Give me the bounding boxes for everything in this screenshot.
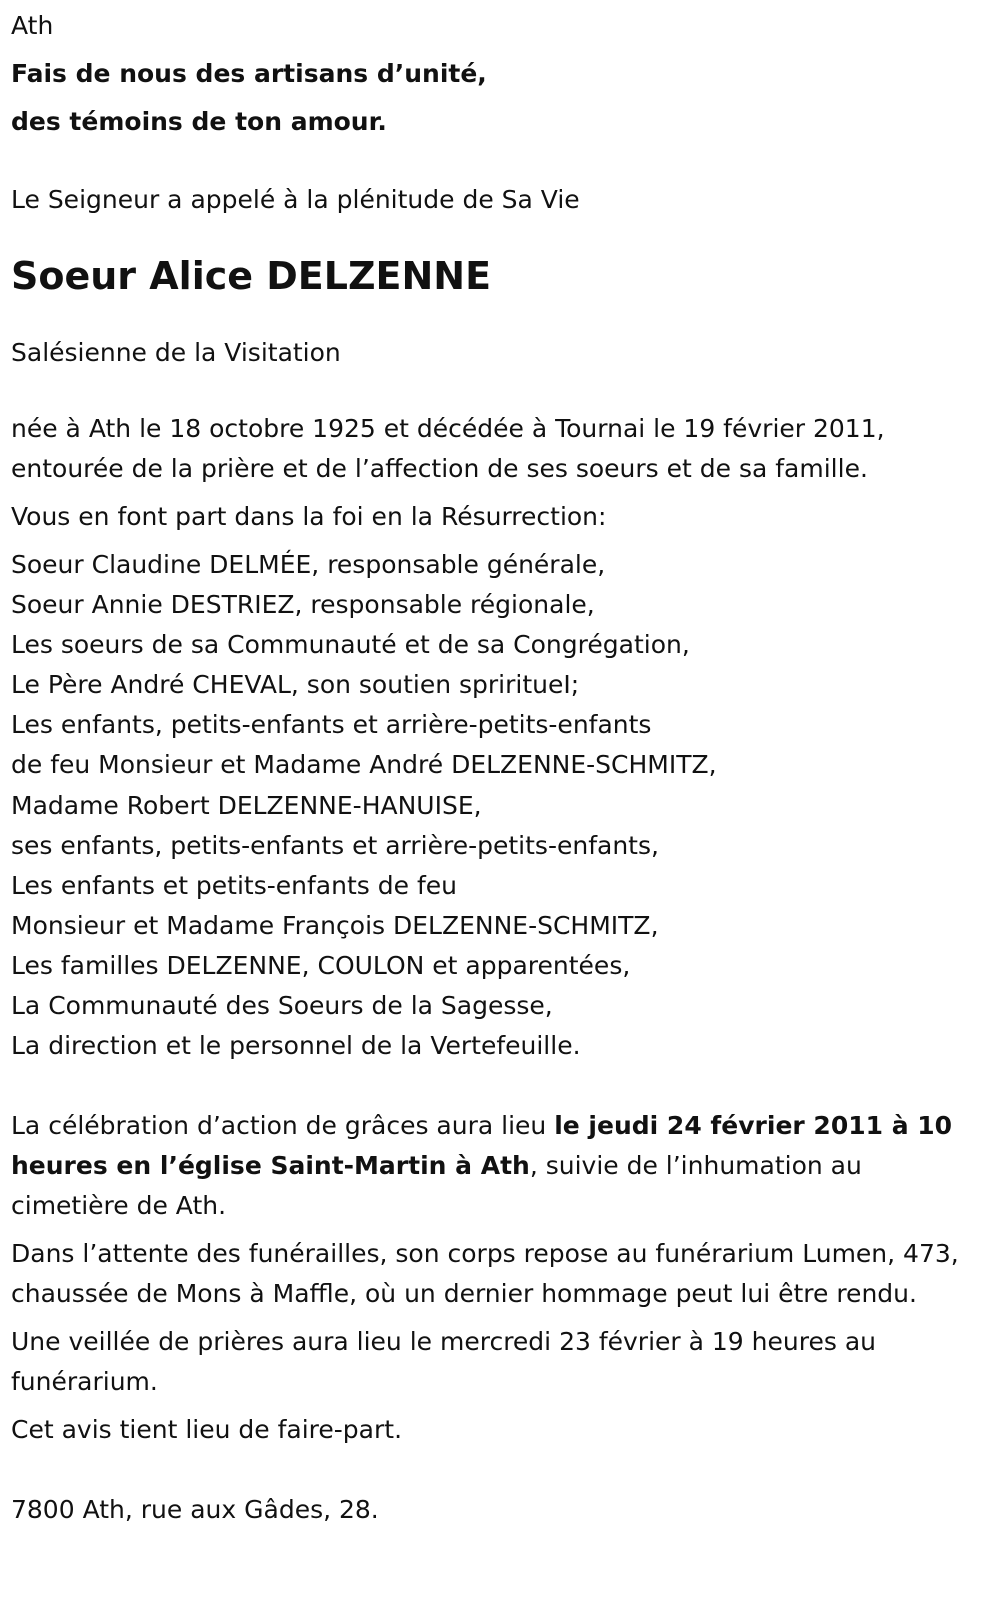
announcement-line: Vous en font part dans la foi en la Résurrection: [11,502,607,531]
ceremony-prefix: La célébration d’action de grâces aura lieu [11,1111,555,1141]
wake-paragraph: Une veillée de prières aura lieu le mercredi 23 février à 19 heures au funérarium. [11,1327,876,1397]
motto-line-2: des témoins de ton amour. [11,107,387,136]
signer-line: de feu Monsieur et Madame André DELZENNE-SCHMITZ, [11,750,717,780]
signer-line: La Communauté des Soeurs de la Sagesse, [11,991,553,1021]
signers-list [11,545,991,1066]
signer-line: Les soeurs de sa Communauté et de sa Congrégation, [11,630,690,660]
birth-death-statement [11,409,991,489]
ceremony-date-location: le jeudi 24 février 2011 à 10 heures en l’église Saint-Martin à Ath [11,1111,953,1181]
family-address: 7800 Ath, rue aux Gâdes, 28. [11,1495,379,1525]
deceased-name: Soeur Alice DELZENNE [11,254,492,298]
notice-line: Cet avis tient lieu de faire-part. [11,1415,403,1445]
called-statement: Le Seigneur a appelé à la plénitude de Sa Vie [11,185,580,214]
ceremony-paragraph [11,1106,986,1226]
funeral-home-paragraph: Dans l’attente des funérailles, son corps repose au funérarium Lumen, 473, chaussée de Mons à Maffle, où un dernier hommage peut lui être rendu. [11,1239,959,1309]
motto-line-1: Fais de nous des artisans d’unité, [11,59,487,88]
signer-line: Les familles DELZENNE, COULON et apparentées, [11,950,631,980]
signer-line: Les enfants, petits-enfants et arrière-petits-enfants [11,710,652,740]
signer-line: Soeur Annie DESTRIEZ, responsable régionale, [11,590,595,620]
signer-line: Monsieur et Madame François DELZENNE-SCHMITZ, [11,910,659,940]
signer-line: Le Père André CHEVAL, son soutien spriritueI; [11,670,580,700]
congregation-name: Salésienne de la Visitation [11,338,341,367]
signer-line: Les enfants et petits-enfants de feu [11,870,457,900]
birth-death-line-1: née à Ath le 18 octobre 1925 et décédée à Tournai le 19 février 2011, [11,414,885,443]
place-name: Ath [11,11,54,40]
birth-death-line-2: entourée de la prière et de l’affection de ses soeurs et de sa famille. [11,454,868,483]
signer-line: La direction et le personnel de la Vertefeuille. [11,1031,581,1061]
signer-line: ses enfants, petits-enfants et arrière-petits-enfants, [11,830,659,860]
signer-line: Madame Robert DELZENNE-HANUISE, [11,790,482,820]
ceremony-suffix: , suivie de l’inhumation au cimetière de Ath. [11,1151,862,1221]
signer-line: Soeur Claudine DELMÉE, responsable générale, [11,550,606,579]
obituary-document [11,6,991,1530]
